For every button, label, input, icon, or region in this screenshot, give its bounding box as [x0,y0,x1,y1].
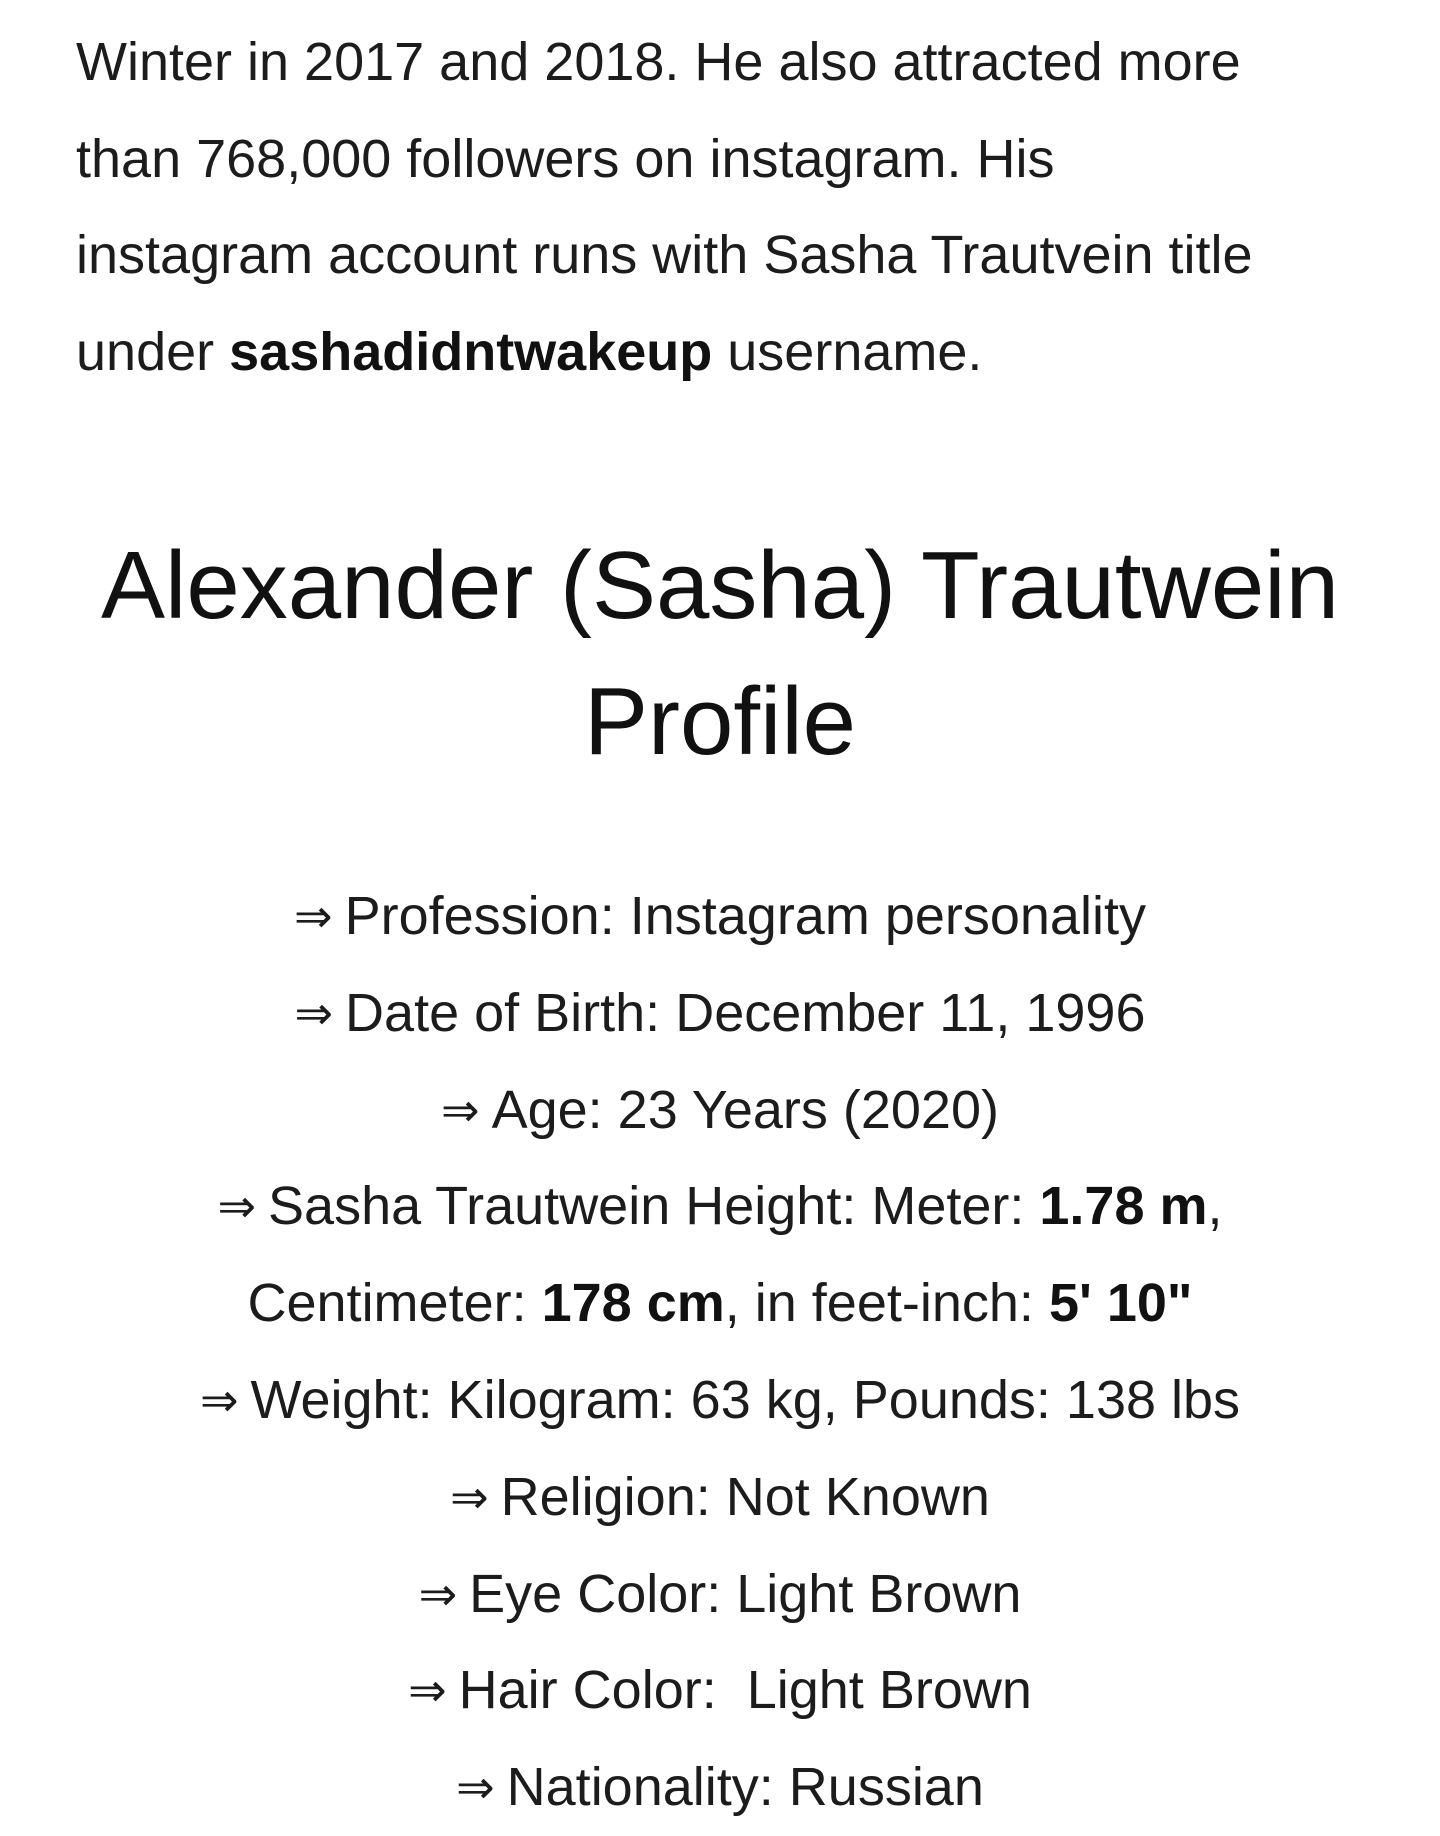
double-arrow-icon: ⇒ [294,889,333,943]
fact-age: Age: 23 Years (2020) [491,1079,999,1140]
double-arrow-icon: ⇒ [294,985,334,1040]
fact-weight: Weight: Kilogram: 63 kg, Pounds: 138 lbs [250,1369,1241,1430]
intro-line-3: instagram account runs with Sasha Trautvein title [76,225,1253,285]
fact-religion: Religion: Not Known [500,1466,990,1527]
double-arrow-icon: ⇒ [217,1179,257,1234]
fact-height-feet-label: , in feet-inch: [724,1273,1049,1334]
fact-height-meter: 1.78 m [1039,1176,1208,1237]
fact-height-feet: 5' 10" [1048,1273,1193,1334]
fact-height-prefix: Sasha Trautwein Height: Meter: [268,1176,1040,1237]
fact-height-cm: 178 cm [541,1273,725,1334]
double-arrow-icon: ⇒ [450,1469,489,1524]
profile-facts [20,868,1420,1836]
profile-heading [40,518,1400,790]
intro-line-4-before: under [76,321,230,382]
intro-line-1: Winter in 2017 and 2018. He also attracted more [76,32,1241,92]
fact-hair-color: Hair Color: Light Brown [458,1660,1032,1721]
fact-profession: Profession: Instagram personality [344,886,1146,946]
fact-height-cm-label: Centimeter: [247,1273,542,1334]
intro-line-2: than 768,000 followers on instagram. His [76,128,1055,189]
instagram-username: sashadidntwakeup [229,321,713,382]
intro-paragraph [76,14,1376,400]
double-arrow-icon: ⇒ [408,1663,447,1718]
fact-date-of-birth: Date of Birth: December 11, 1996 [345,982,1146,1043]
profile-heading-line-2: Profile [583,668,857,775]
fact-height-comma: , [1207,1176,1223,1237]
fact-eye-color: Eye Color: Light Brown [469,1563,1022,1624]
double-arrow-icon: ⇒ [418,1566,458,1621]
double-arrow-icon: ⇒ [456,1760,495,1815]
intro-line-4-after: username. [712,321,983,382]
double-arrow-icon: ⇒ [199,1372,239,1427]
double-arrow-icon: ⇒ [441,1082,480,1137]
profile-heading-line-1: Alexander (Sasha) Trautwein [101,532,1339,639]
fact-nationality: Nationality: Russian [506,1757,984,1818]
